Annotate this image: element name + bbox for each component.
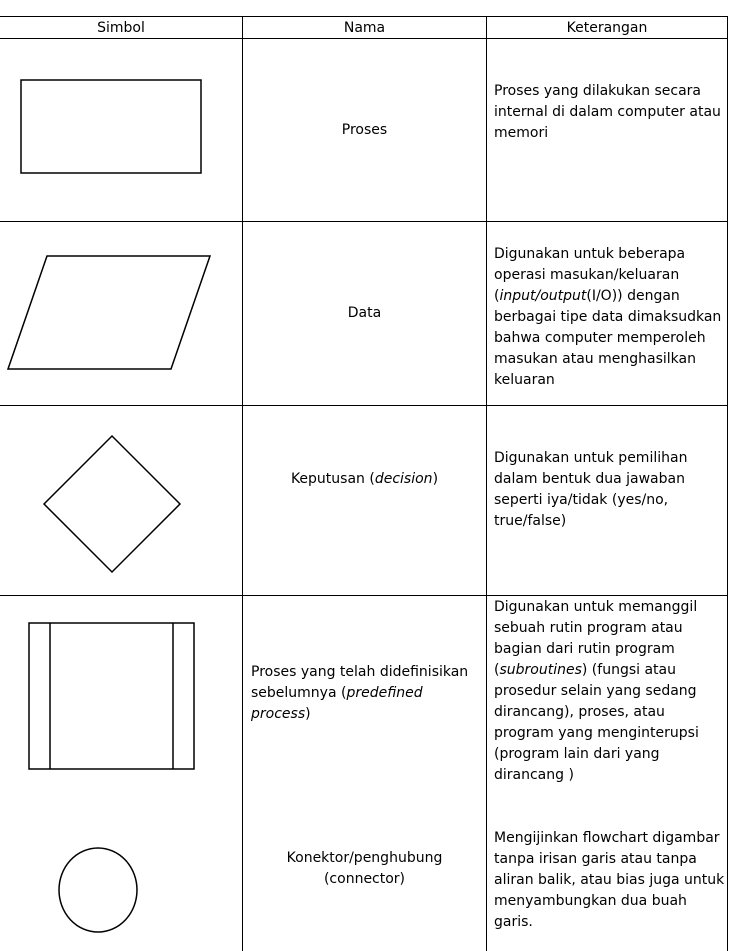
name-decision-part1: Keputusan ( (290, 471, 375, 487)
name-predefined-part2: ) (305, 705, 311, 722)
name-data-text: Data (347, 305, 382, 321)
predefined-process-symbol (29, 623, 194, 769)
desc-proses: Proses yang dilakukan secara internal di dalam computer atau memori (494, 83, 721, 141)
table-right-border (727, 16, 728, 951)
name-proses-text: Proses (341, 121, 388, 138)
desc-data-italic: input/output (499, 288, 587, 304)
header-simbol: Simbol (97, 19, 145, 36)
desc-connector: Mengijinkan flowchart digambar tanpa irisan garis atau tanpa aliran balik, atau bias juga untuk menyambungkan dua buah garis. (494, 830, 725, 930)
name-connector (243, 848, 486, 890)
name-data (243, 222, 486, 405)
name-predefined-part1: Proses yang telah didefinisikan sebelumnya ( (251, 663, 469, 701)
name-decision-italic: decision (374, 471, 433, 487)
desc-predefined-process (494, 597, 726, 786)
column-divider (486, 16, 487, 951)
name-decision (243, 406, 486, 553)
name-connector-part2: (connector) (323, 871, 406, 887)
desc-data-part1: Digunakan untuk beberapa operasi masukan/keluaran ( (494, 246, 686, 304)
desc-predefined-part1: Digunakan untuk memanggil sebuah rutin program atau bagian dari rutin program ( (494, 599, 698, 678)
desc-data (494, 244, 726, 391)
desc-decision: Digunakan untuk pemilihan dalam bentuk dua jawaban seperti iya/tidak (yes/no, true/false) (494, 450, 688, 529)
desc-data-part2: (I/O)) dengan berbagai tipe data dimaksudkan bahwa computer memperoleh masukan atau menghasilkan keluaran (494, 288, 722, 388)
data-parallelogram-symbol (8, 256, 210, 369)
process-rectangle-symbol (21, 80, 201, 173)
connector-circle-symbol (59, 848, 137, 932)
name-predefined-italic: predefined process (251, 684, 423, 722)
decision-diamond-symbol (44, 436, 180, 572)
header-nama: Nama (343, 19, 386, 36)
desc-predefined-italic: subroutines (499, 662, 582, 678)
name-decision-part2: ) (432, 471, 439, 487)
header-keterangan: Keterangan (566, 19, 648, 36)
name-connector-part1: Konektor/penghubung (286, 850, 443, 866)
flowchart-symbols (0, 0, 242, 951)
name-predefined-process (243, 596, 486, 790)
name-proses (243, 39, 486, 221)
desc-predefined-part2: ) (fungsi atau prosedur selain yang sedang dirancang), proses, atau program yang menginterupsi (program lain dari yang dirancang ) (494, 662, 699, 783)
